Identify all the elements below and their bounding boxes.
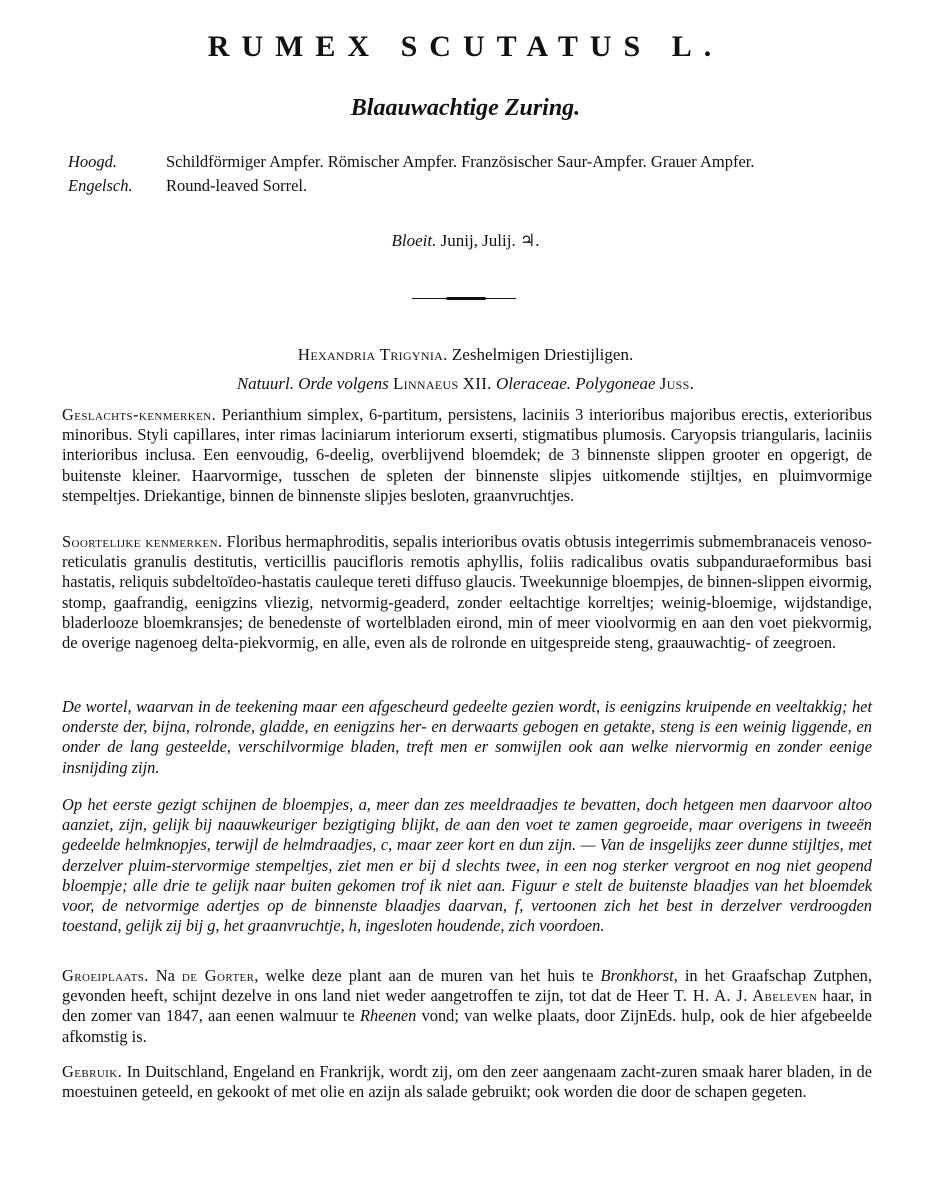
flower-description: Op het eerste gezigt schijnen de bloempjes, a, meer dan zes meeldraadjes te bevatten, doch hetgeen men daarvoor altoo aanziet, zijn, gelijk bij naauwkeuriger bezigtiging blijkt, de aan den voet te zamen gegroeide, maar overigens in tweeën gedeelde helmknopjes, terwijl de helmdraadjes, c, maar zeer kort en dun zijn. — Van de insgelijks zeer dunne stijltjes, met derzelver pluim-stervormige stempeltjes, ziet men er bij d slechts twee, in een nog sterker vergroot en nog niet geopend bloempje; alle drie te gelijk naar buiten gekomen trof ik niet aan. Figuur e stelt de buitenste blaadjes van het bloemdek voor, de netvormige adertjes op de binnenste blaadjes daarvan, f, vertoonen zich het best in derzelver verdroogden toestand, gelijk zij bij g, het graanvruchtje, h, ingesloten houdende, zich voordoen. (62, 795, 872, 936)
habitat-place1: Bronkhorst (600, 966, 674, 985)
generic-characters (62, 405, 872, 506)
flowering-label: Bloeit. (391, 231, 437, 250)
perennial-symbol: ♃. (519, 231, 540, 250)
root-description: De wortel, waarvan in de teekening maar een afgescheurd gedeelte gezien wordt, is eenigzins kruipende en veeltakkig; het onderste der, bijna, rolronde, gladde, en eenigzins her- en derwaarts gebogen en getakte, steng is een weinig liggende, en onder de lang gesteelde, verschilvormige bladen, treft men er somwijlen ook aan welke niervormig en zonder eenige insnijding zijn. (62, 697, 872, 777)
habitat-person: T. H. A. J. Abeleven (673, 986, 818, 1006)
class-system: Hexandria Trigynia. (297, 345, 448, 364)
habitat-text4: vond; van welke plaats, door ZijnEds. hulp, ook de hier afgebeelde afkomstig is. (62, 1006, 872, 1046)
section-heading: Geslachts-kenmerken. (62, 405, 217, 424)
habitat-place2: Rheenen (359, 1006, 417, 1026)
specific-characters (62, 532, 872, 653)
habitat (62, 966, 872, 1047)
name-text: Schildförmiger Ampfer. Römischer Ampfer. Französischer Saur-Ampfer. Grauer Ampfer. (166, 152, 755, 171)
page-subtitle: Blaauwachtige Zuring. (350, 95, 581, 121)
order-roman: XII. (462, 374, 492, 393)
order-linnaeus: Linnaeus (392, 374, 459, 393)
class-dutch: Zeshelmigen Driestijligen. (451, 345, 634, 364)
section-text: In Duitschland, Engeland en Frankrijk, wordt zij, om den zeer aangenaam zacht-zuren smaak harer bladen, in de moestuinen geteeld, en gekookt of met olie en azijn als salade gebruikt; ook worden die door de schapen gegeten. (62, 1062, 872, 1102)
name-text: Round-leaved Sorrel. (166, 176, 308, 195)
habitat-text1: , welke deze plant aan de muren van het huis te (254, 966, 594, 985)
usage (62, 1062, 872, 1102)
natural-order (0, 374, 931, 394)
flowering-line (0, 231, 931, 251)
name-lang: Engelsch. (68, 176, 133, 195)
habitat-na: Na (155, 966, 175, 985)
habitat-text2: , in het Graafschap Zutphen, gevonden heeft, schijnt dezelve in ons land niet weder aangetroffen te zijn, tot dat de Heer (62, 966, 872, 1006)
section-text: Floribus hermaphroditis, sepalis interioribus ovatis obtusis integerrimis submembranaceis venoso-reticulatis granulis destitutis, verticillis paucifloris remotis aphyllis, foliis radicalibus ovatis subpanduraeformibus basi hastatis, reliquis subdeltoïdeo-hastatis cauleque tereti diffuso glaucis. Tweekunnige bloempjes, de binnen-slippen eivormig, stomp, gaafrandig, eenigzins vliezig, netvormig-geaderd, zonder eeltachtige korreltjes; weinig-bloemige, wijdstandige, bladerlooze bloemkransjes; de benedenste of wortelbladen eirond, min of meer vioolvormig en aan den voet piekvormig, de overige nagenoeg delta-piekvormig, en alle, even als de rolronde en uitgespreide steng, graauwachtig- of zeegroen. (62, 532, 872, 653)
habitat-text3: haar, in den zomer van 1847, aan eenen walmuur te (62, 986, 872, 1026)
habitat-author: de Gorter (181, 966, 255, 985)
section-text: Perianthium simplex, 6-partitum, persistens, laciniis 3 interioribus majoribus erectis, exterioribus minoribus. Styli capillares, inter rimas laciniarum interiorum exserti, stigmatibus plumosis. Caryopsis triangularis, laciniis interioribus inclusa. Een eenvoudig, 6-deelig, overblijvend bloemdek; de 3 binnenste slippen grooter en opgerigt, de buitenste kleiner. Haarvormige, tusschen de spleten der binnenste slipjes uitkomende stijltjes, en pluimvormige stempeltjes. Driekantige, binnen de binnenste slipjes besloten, graanvruchtjes. (62, 405, 872, 505)
order-jussieu: Juss. (659, 374, 695, 393)
linnaean-class (0, 345, 931, 365)
order-families: Oleraceae. Polygoneae (495, 374, 656, 393)
page-title: RUMEX SCUTATUS L. (207, 30, 724, 63)
name-row-german (68, 150, 754, 174)
vernacular-names (68, 150, 754, 198)
section-heading: Soortelijke kenmerken. (62, 532, 223, 551)
name-row-english (68, 174, 754, 198)
flowering-months: Junij, Julij. (440, 231, 516, 250)
name-lang: Hoogd. (68, 152, 118, 171)
section-heading: Groeiplaats. (62, 966, 149, 985)
ornamental-divider (412, 297, 516, 300)
order-label: Natuurl. Orde volgens (236, 374, 389, 393)
section-heading: Gebruik. (62, 1062, 123, 1081)
